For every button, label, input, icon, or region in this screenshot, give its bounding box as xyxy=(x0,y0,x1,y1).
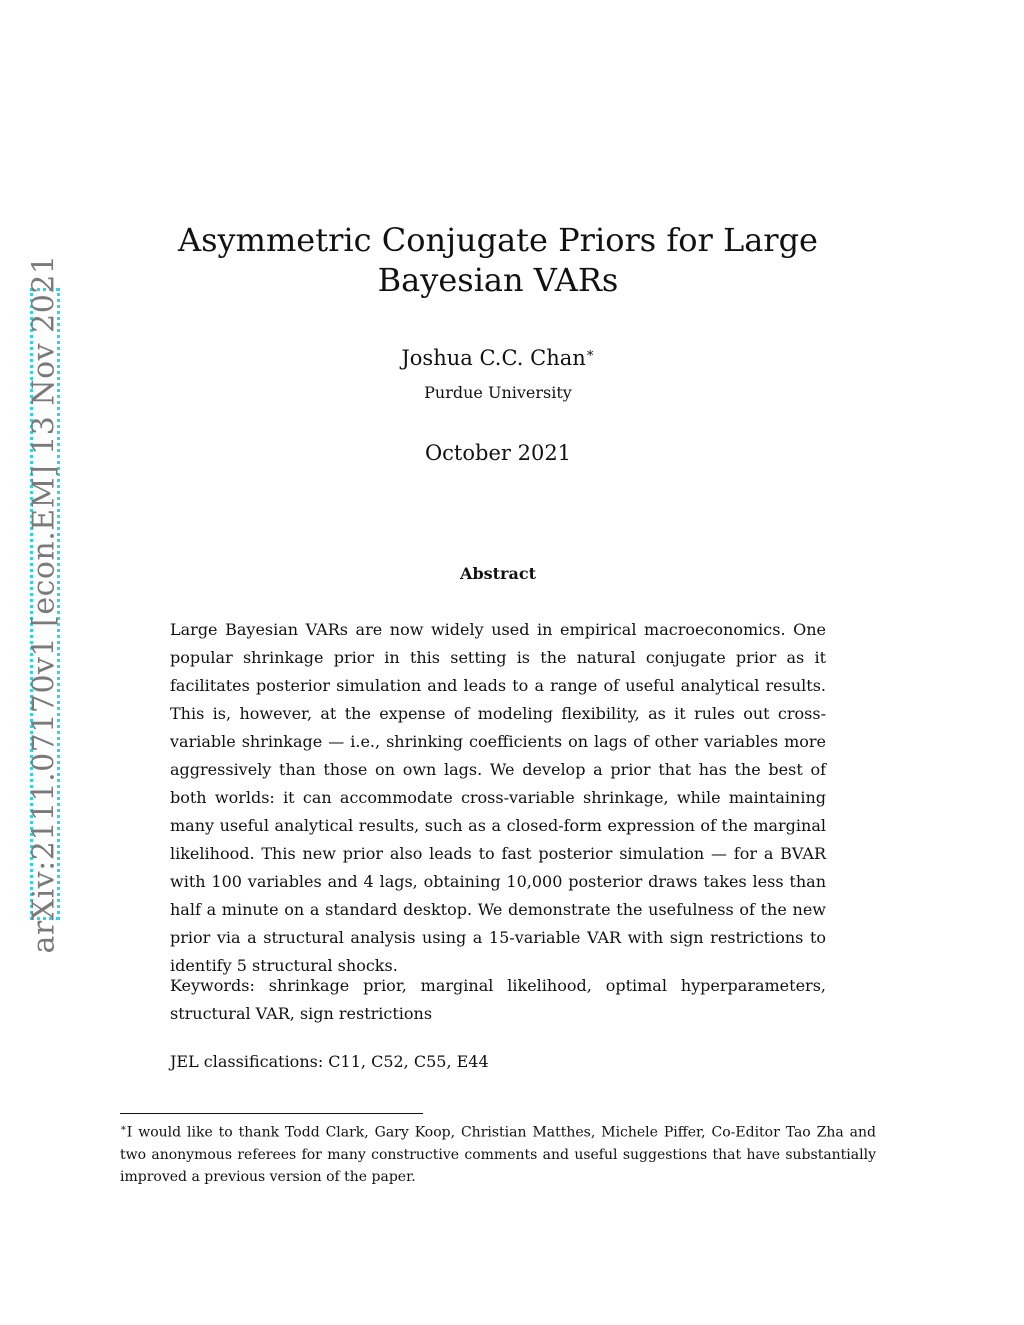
abstract-text: Large Bayesian VARs are now widely used in empirical macroeconomics. One popular shrinkage prior in this setting is the natural conjugate prior as it facilitates posterior simulation and leads to a range of useful analytical results. This is, however, at the expense of modeling flexibility, as it rules out cross-variable shrinkage — i.e., shrinking coefficients on lags of other variables more aggressively than those on own lags. We develop a prior that has the best of both worlds: it can accommodate cross-variable shrinkage, while maintaining many useful analytical results, such as a closed-form expression of the marginal likelihood. This new prior also leads to fast posterior simulation — for a BVAR with 100 variables and 4 lags, obtaining 10,000 posterior draws takes less than half a minute on a standard desktop. We demonstrate the usefulness of the new prior via a structural analysis using a 15-variable VAR with sign restrictions to identify 5 structural shocks. xyxy=(170,620,826,975)
author-name: Joshua C.C. Chan xyxy=(401,346,586,370)
footnote-divider xyxy=(120,1113,423,1114)
jel-classifications: JEL classifications: C11, C52, C55, E44 xyxy=(170,1052,489,1071)
keywords: Keywords: shrinkage prior, marginal likelihood, optimal hyperparameters, structural VAR, sign restrictions xyxy=(170,976,826,1023)
author xyxy=(170,346,826,370)
title-line-2: Bayesian VARs xyxy=(377,261,619,299)
footnote-mark: ∗ xyxy=(120,1123,127,1134)
paper-date: October 2021 xyxy=(424,441,572,465)
author-affiliation: Purdue University xyxy=(424,383,572,402)
title-line-1: Asymmetric Conjugate Priors for Large xyxy=(178,221,818,259)
arxiv-identifier: arXiv:2111.07170v1 [econ.EM] 13 Nov 2021 xyxy=(26,254,62,954)
footnote-text: I would like to thank Todd Clark, Gary Koop, Christian Matthes, Michele Piffer, Co-Editor Tao Zha and two anonymous referees for many constructive comments and useful suggestions that have substantially improved a previous version of the paper. xyxy=(120,1124,876,1185)
footnote xyxy=(120,1118,876,1188)
abstract-heading: Abstract xyxy=(460,564,536,583)
author-footnote-mark: ∗ xyxy=(585,346,595,361)
paper-title xyxy=(170,220,826,300)
